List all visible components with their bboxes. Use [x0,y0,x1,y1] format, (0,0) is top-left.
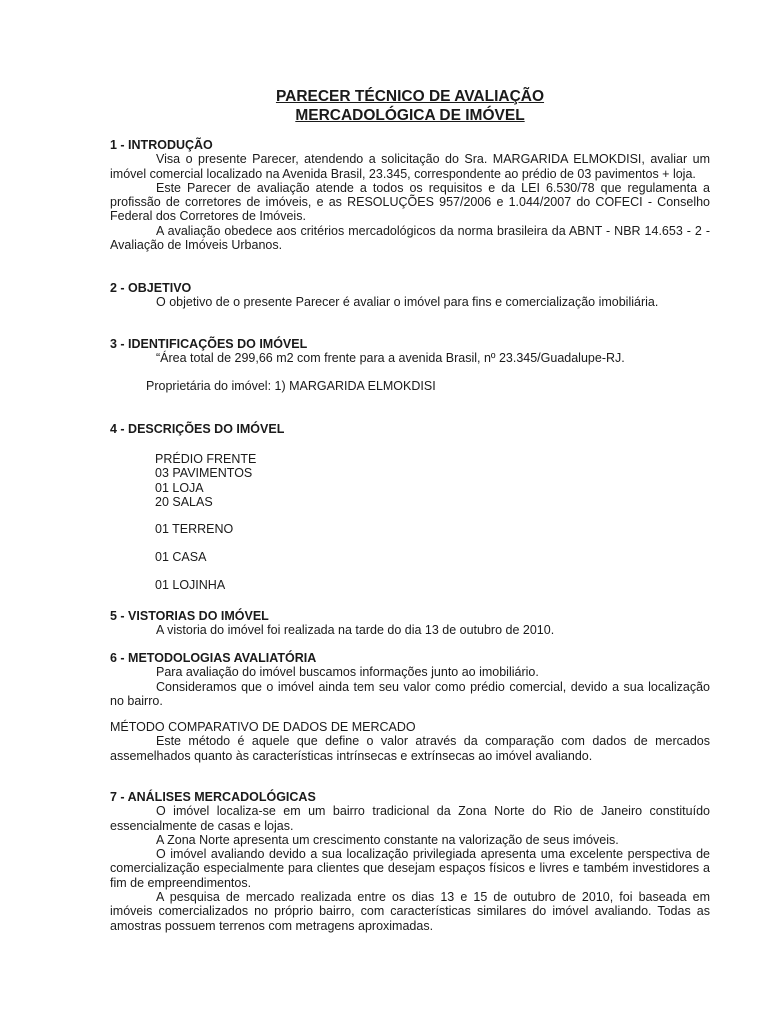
list-item: 01 TERRENO [155,522,234,536]
section-identificacoes [110,337,710,366]
descricao-list [155,452,755,509]
section-metodo-comparativo [110,720,710,763]
paragraph: A vistoria do imóvel foi realizada na tarde do dia 13 de outubro de 2010. [156,623,555,638]
paragraph: Este método é aquele que define o valor através da comparação com dados de mercados assemelhados quanto às características intrínsecas e extrínsecas ao imóvel avaliando. [110,734,710,763]
list-item: 01 LOJINHA [155,578,226,592]
list-item: 03 PAVIMENTOS [155,466,253,481]
section-objetivo [110,281,710,310]
subheading: MÉTODO COMPARATIVO DE DADOS DE MERCADO [110,720,416,734]
paragraph: Este Parecer de avaliação atende a todos os requisitos e da LEI 6.530/78 que regulamenta a profissão de corretores de imóveis, e as RESOLUÇÕES 957/2006 e 1.044/2007 do COFECI - Conselho Federal dos Corretores de Imóveis. [110,180,710,224]
section-heading: 7 - ANÁLISES MERCADOLÓGICAS [110,790,316,804]
list-item: 20 SALAS [155,494,213,509]
section-heading: 1 - INTRODUÇÃO [110,138,213,152]
list-item: 01 LOJA [155,480,204,495]
section-heading: 4 - DESCRIÇÕES DO IMÓVEL [110,422,285,436]
paragraph: “Área total de 299,66 m2 com frente para a avenida Brasil, nº 23.345/Guadalupe-RJ. [156,351,625,366]
section-heading: 2 - OBJETIVO [110,281,192,295]
list-item: PRÉDIO FRENTE [155,452,257,466]
section-heading: 3 - IDENTIFICAÇÕES DO IMÓVEL [110,337,308,351]
document-title-line-1: PARECER TÉCNICO DE AVALIAÇÃO [275,88,545,105]
document-title-line-2: MERCADOLÓGICA DE IMÓVEL [295,107,525,124]
paragraph: O objetivo de o presente Parecer é avaliar o imóvel para fins e comercialização imobiliária. [156,295,659,310]
section-descricoes-heading [110,422,710,436]
proprietaria-line: Proprietária do imóvel: 1) MARGARIDA ELMOKDISI [146,379,436,393]
paragraph: A Zona Norte apresenta um crescimento constante na valorização de seus imóveis. [156,832,619,847]
paragraph: O imóvel localiza-se em um bairro tradicional da Zona Norte do Rio de Janeiro constituído essencialmente de casas e lojas. [110,804,710,833]
list-item: 01 CASA [155,550,207,564]
paragraph: A avaliação obedece aos critérios mercadológicos da norma brasileira da ABNT - NBR 14.653 - 2 - Avaliação de Imóveis Urbanos. [110,223,710,253]
section-analises [110,790,710,933]
section-metodologias [110,651,710,708]
paragraph: A pesquisa de mercado realizada entre os dias 13 e 15 de outubro de 2010, foi baseada em imóveis comercializados no próprio bairro, com características similares do imóvel avaliando. Todas as amostras possuem terrenos com metragens aproximadas. [110,890,710,933]
paragraph: Consideramos que o imóvel ainda tem seu valor como prédio comercial, devido a sua localização no bairro. [110,679,710,708]
paragraph: Visa o presente Parecer, atendendo a solicitação do Sra. MARGARIDA ELMOKDISI, avaliar um imóvel comercial localizado na Avenida Brasil, 23.345, correspondente ao prédio de 03 pavimentos + loja. [110,152,710,181]
section-heading: 6 - METODOLOGIAS AVALIATÓRIA [110,651,317,665]
paragraph: Para avaliação do imóvel buscamos informações junto ao imobiliário. [156,665,539,680]
paragraph: O imóvel avaliando devido a sua localização privilegiada apresenta uma excelente perspectiva de comercialização especialmente para clientes que desejam espaços físicos e livres e também investidores a fim de empreendimentos. [110,847,710,890]
section-heading: 5 - VISTORIAS DO IMÓVEL [110,609,269,623]
section-vistorias [110,609,710,638]
section-introducao [110,138,710,252]
